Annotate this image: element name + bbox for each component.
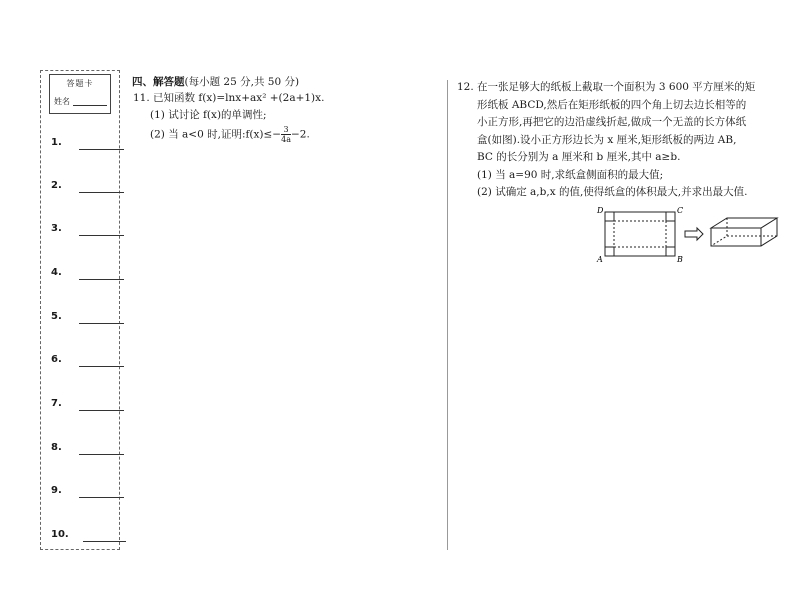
answer-row: 9. (51, 485, 62, 496)
answer-blank[interactable] (79, 235, 124, 236)
answer-blank[interactable] (79, 497, 124, 498)
section-title: 四、解答题(每小题 25 分,共 50 分) (132, 76, 300, 88)
column-divider (447, 80, 448, 550)
label-d: D (597, 206, 604, 215)
label-c: C (677, 206, 684, 215)
answer-row: 5. (51, 311, 62, 322)
corner-square (666, 212, 675, 221)
answer-blank[interactable] (83, 541, 126, 542)
answer-blank[interactable] (79, 279, 124, 280)
q12-line: (2) 试确定 a,b,x 的值,使得纸盒的体积最大,并求出最大值. (477, 186, 748, 198)
box-figure (595, 200, 785, 270)
answer-card-title: 答题卡 (66, 79, 94, 88)
open-box (711, 218, 777, 246)
answer-blank[interactable] (79, 454, 124, 455)
q12 (457, 79, 787, 202)
fraction: $\frac{3}{4a}$ (281, 125, 291, 144)
answer-blank[interactable] (79, 410, 124, 411)
answer-row: 2. (51, 180, 62, 191)
name-field[interactable] (73, 105, 107, 106)
answer-card-header (49, 74, 111, 114)
q12-line: 小正方形,再把它的边沿虚线折起,做成一个无盖的长方体纸 (477, 116, 747, 128)
arrow-icon (685, 228, 703, 240)
flat-board (605, 212, 675, 256)
section-note: (每小题 25 分,共 50 分) (184, 76, 300, 88)
q12-line: BC 的长分别为 a 厘米和 b 厘米,其中 a≥b. (477, 151, 681, 163)
q12-line: 12. 在一张足够大的纸板上截取一个面积为 3 600 平方厘米的矩 (457, 81, 756, 93)
name-label: 姓名 (54, 97, 70, 106)
label-a: A (597, 255, 603, 264)
q11-part2: (2) 当 a<0 时,证明:f(x)≤− $\frac{3}{4a}$ −2. (150, 125, 310, 144)
q11-part1: (1) 试讨论 f(x)的单调性; (150, 109, 267, 121)
answer-row: 1. (51, 137, 62, 148)
corner-square (605, 212, 614, 221)
answer-row: 6. (51, 354, 62, 365)
q12-line: 形纸板 ABCD,然后在矩形纸板的四个角上切去边长相等的 (477, 98, 747, 111)
answer-row: 8. (51, 442, 62, 453)
answer-row: 10. (51, 529, 69, 540)
q12-line: (1) 当 a=90 时,求纸盒侧面积的最大值; (477, 168, 664, 181)
q11-stem: 11. 已知函数 f(x)=lnx+ax² +(2a+1)x. (133, 92, 325, 104)
answer-row: 7. (51, 398, 62, 409)
answer-blank[interactable] (79, 192, 124, 193)
fold-line (614, 221, 666, 247)
label-b: B (677, 255, 683, 264)
answer-row: 3. (51, 223, 62, 234)
answer-blank[interactable] (79, 366, 124, 367)
corner-square (605, 247, 614, 256)
q12-line: 盒(如图).设小正方形边长为 x 厘米,矩形纸板的两边 AB, (477, 133, 737, 146)
answer-card (40, 70, 120, 550)
corner-square (666, 247, 675, 256)
answer-blank[interactable] (79, 323, 124, 324)
board-rect (605, 212, 675, 256)
answer-row: 4. (51, 267, 62, 278)
answer-blank[interactable] (79, 149, 124, 150)
